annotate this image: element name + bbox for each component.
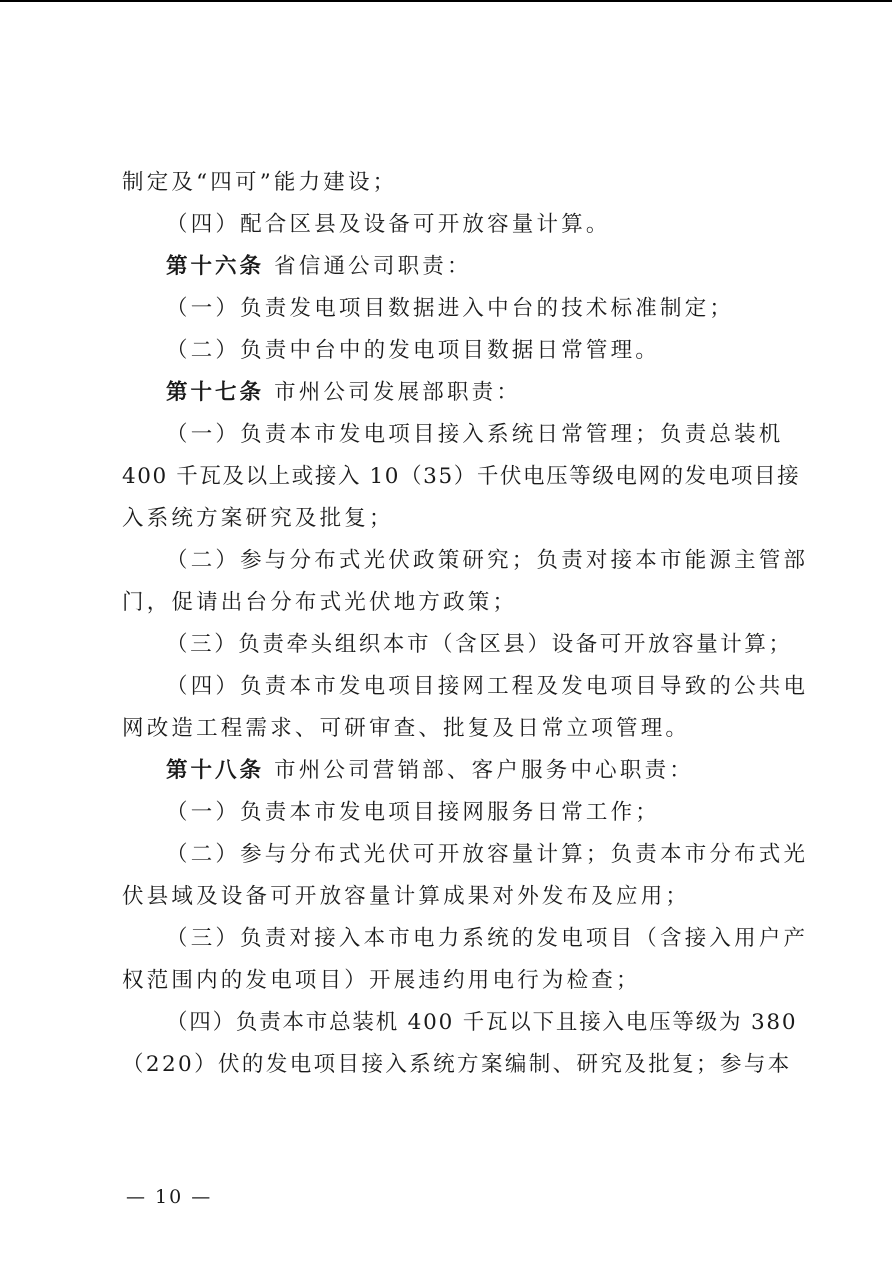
text-line-5: （二）负责中台中的发电项目数据日常管理。 [166,338,661,363]
article-17-text: 市州公司发展部职责： [274,380,522,405]
article-16-text: 省信通公司职责： [274,254,472,279]
article-18-title: 第十八条 [166,758,265,783]
article-16-title: 第十六条 [166,254,265,279]
text-line-4: （一）负责发电项目数据进入中台的技术标准制定； [166,296,735,321]
text-line-16: （一）负责本市发电项目接网服务日常工作； [166,800,661,825]
text-line-8: 400 千瓦及以上或接入 10（35）千伏电压等级电网的发电项目接 [122,464,801,489]
text-line-11: 门，促请出台分布式光伏地方政策； [122,590,518,615]
page-number: — 10 — [126,1186,213,1208]
text-line-9: 入系统方案研究及批复； [122,506,394,531]
text-line-18: 伏县域及设备可开放容量计算成果对外发布及应用； [122,884,691,909]
article-18-text: 市州公司营销部、客户服务中心职责： [274,758,694,783]
text-line-22: （220）伏的发电项目接入系统方案编制、研究及批复；参与本 [122,1052,792,1077]
text-line-19: （三）负责对接入本市电力系统的发电项目（含接入用户产 [166,926,809,951]
text-line-7: （一）负责本市发电项目接入系统日常管理；负责总装机 [166,422,784,447]
text-line-2: （四）配合区县及设备可开放容量计算。 [166,212,611,237]
article-17 [166,378,832,408]
text-line-14: 网改造工程需求、可研审查、批复及日常立项管理。 [122,716,691,741]
article-18 [166,756,832,786]
text-line-10: （二）参与分布式光伏政策研究；负责对接本市能源主管部 [166,548,809,573]
article-16 [166,252,832,282]
text-line-20: 权范围内的发电项目）开展违约用电行为检查； [122,968,641,993]
top-border [0,0,892,2]
text-line-13: （四）负责本市发电项目接网工程及发电项目导致的公共电 [166,674,809,699]
text-line-12: （三）负责牵头组织本市（含区县）设备可开放容量计算； [166,632,793,657]
text-line-21: （四）负责本市总装机 400 千瓦以下且接入电压等级为 380 [166,1010,798,1035]
text-line-1: 制定及“四可”能力建设； [122,170,398,195]
text-line-17: （二）参与分布式光伏可开放容量计算；负责本市分布式光 [166,842,809,867]
article-17-title: 第十七条 [166,380,265,405]
